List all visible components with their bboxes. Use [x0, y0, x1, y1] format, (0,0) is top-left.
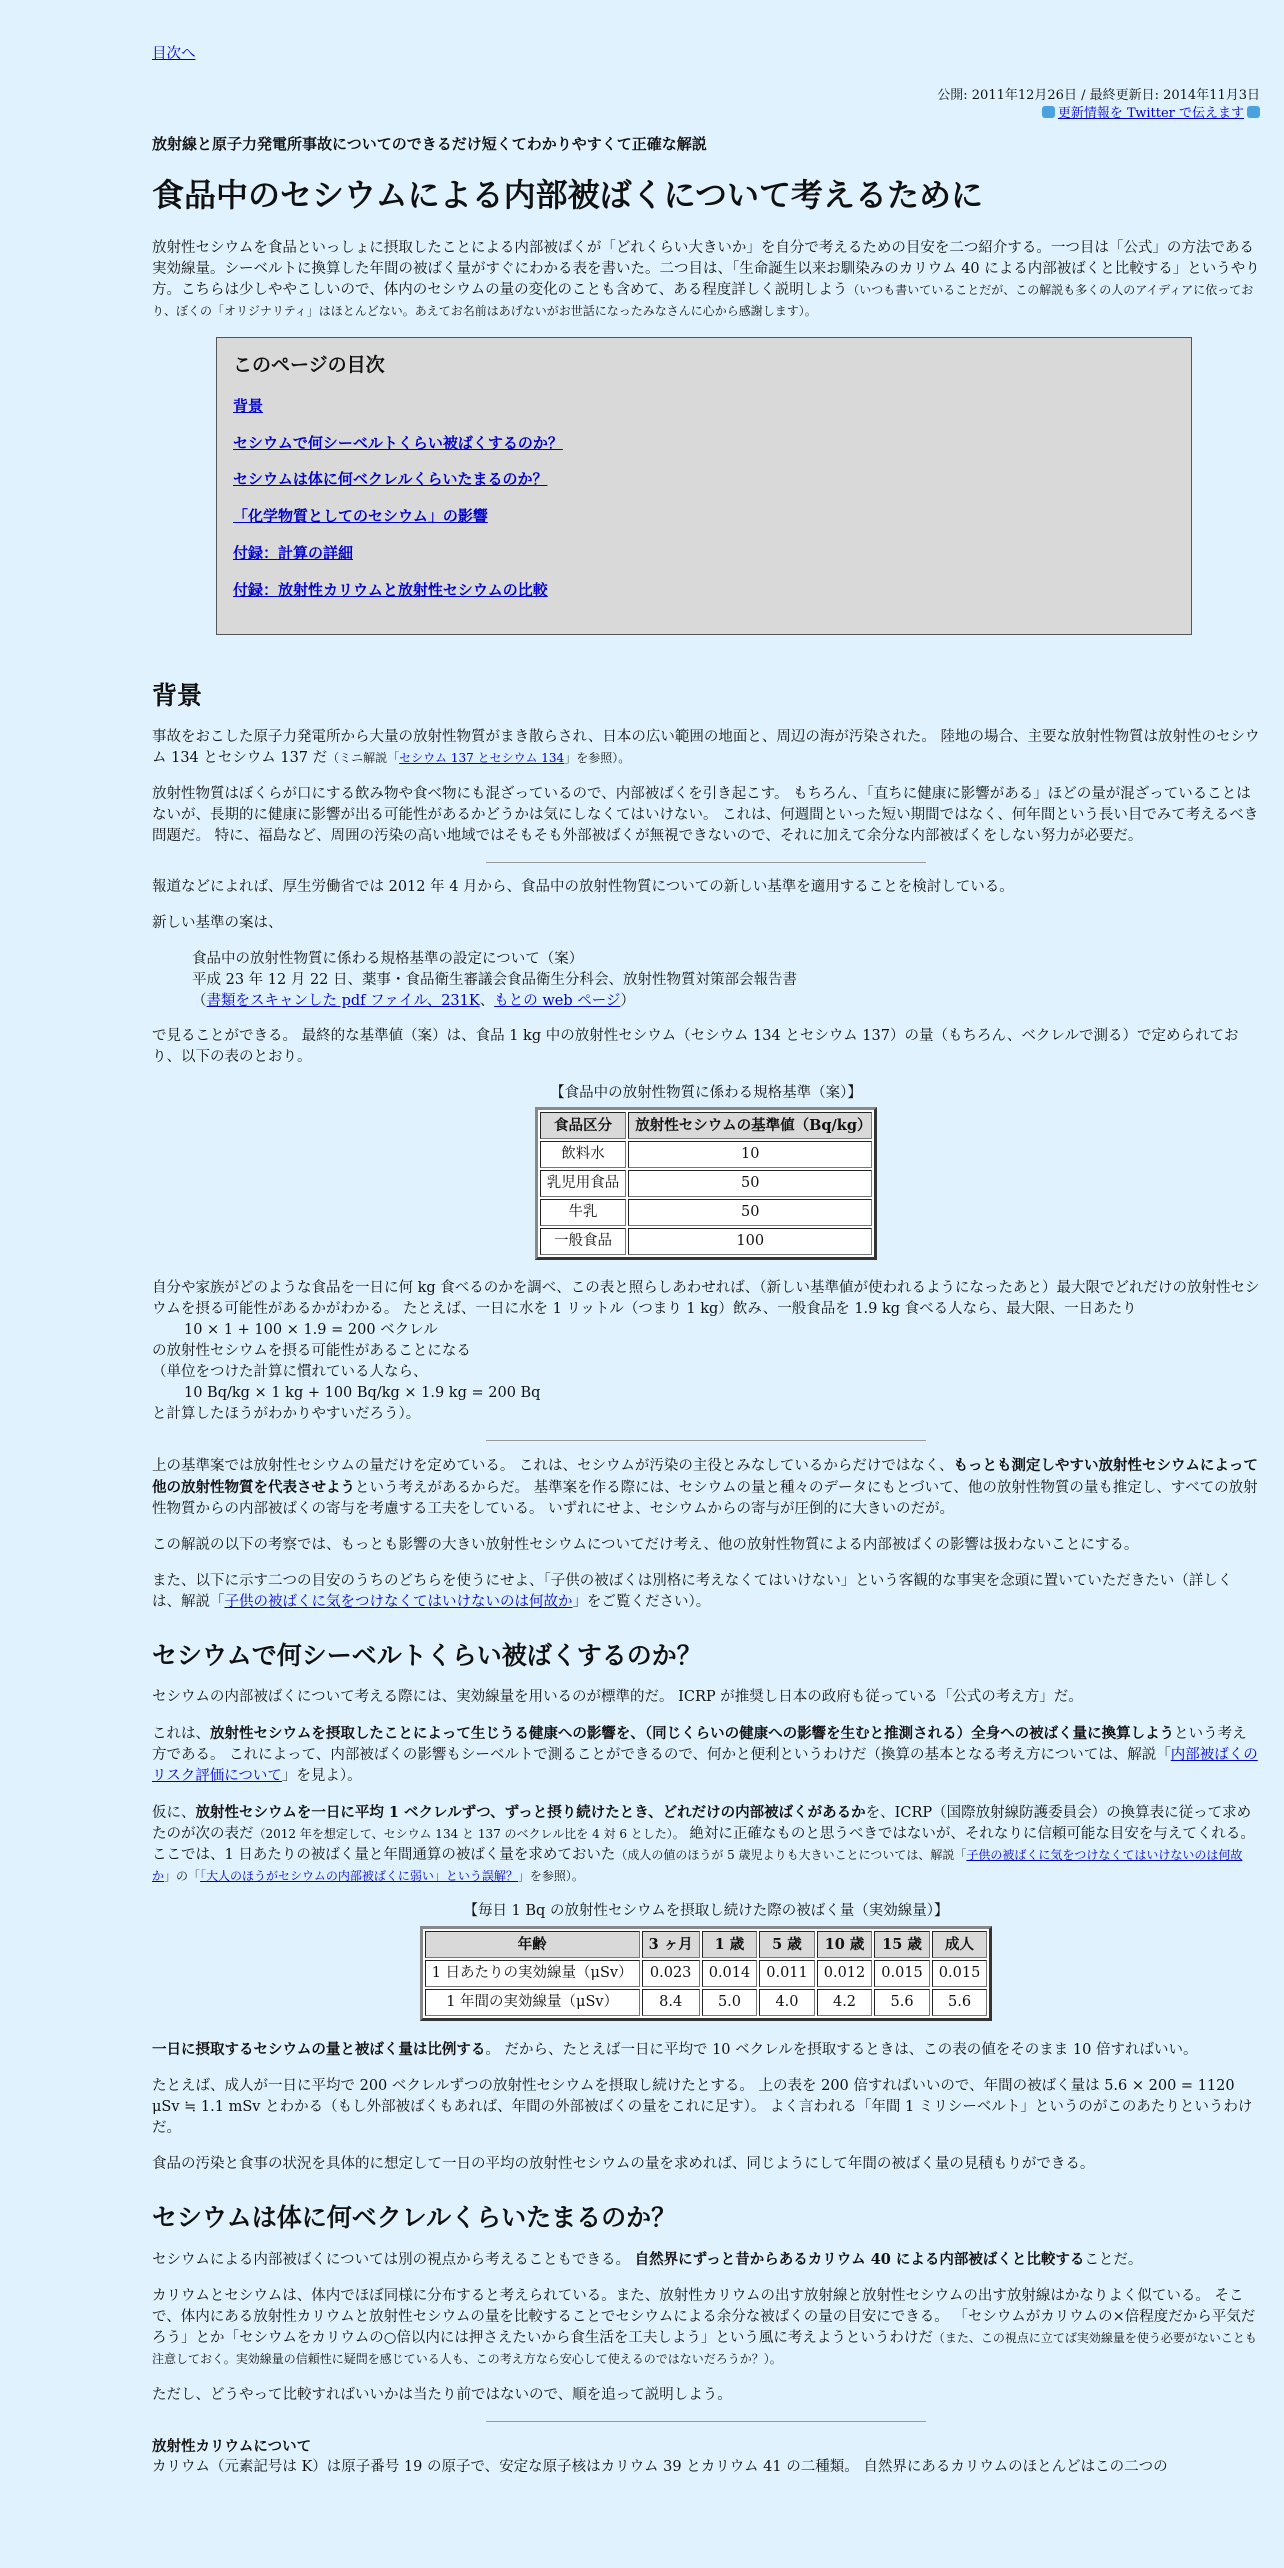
standards-table: [535, 1107, 878, 1260]
paragraph: 仮に、放射性セシウムを一日に平均 1 ベクレルずつ、ずっと摂り続けたとき、どれだけの内部被ばくがあるかを、ICRP（国際放射線防護委員会）の換算表に従って求めたのが次の表だ（2012 年を想定して、セシウム 134 と 137 のベクレル比を 4 対 6 とした）。 絶対に正確なものと思うべきではないが、それなりに信頼可能な目安を与えてくれる。 ここでは、1 日あたりの被ばく量と年間通算の被ばく量を求めておいた（成人の値のほうが 5 歳児よりも大きいことについては、解説「子供の被ばくに気をつけなくてはいけないのは何故か」の「「大人のほうがセシウムの内部被ばくに弱い」という誤解？」を参照）。: [152, 1804, 1255, 1884]
paragraph: 放射性物質はぼくらが口にする飲み物や食べ物にも混ざっているので、内部被ばくを引き起こす。 もちろん、「直ちに健康に影響がある」ほどの量が混ざっていることはないが、長期的に健康に影響が出る可能性があるかどうかは気にしなくてはいけない。 これは、何週間といった短い期間ではなく、何年間という長い目でみて考えるべき問題だ。 特に、福島など、周囲の汚染の高い地域ではそもそも外部被ばくが無視できないので、それに加えて余分な内部被ばくをしない努力が必要だ。: [152, 786, 1259, 845]
paragraph: また、以下に示す二つの目安のうちのどちらを使うにせよ、「子供の被ばくは別格に考えなくてはいけない」という客観的な事実を念頭に置いていただきたい（詳しくは、解説「子供の被ばくに気をつけなくてはいけないのは何故か」をご覧ください）。: [152, 1573, 1233, 1611]
document-page: [24, 0, 1260, 2478]
twitter-icon: [1247, 106, 1260, 118]
table-header: 食品区分: [540, 1112, 627, 1139]
publish-dates: 公開: 2011年12月26日 / 最終更新日: 2014年11月3日: [937, 88, 1260, 104]
toc-link-appendix-potassium[interactable]: 付録：放射性カリウムと放射性セシウムの比較: [233, 580, 548, 599]
paragraph: 新しい基準の案は、: [152, 915, 283, 932]
table-header: 1 歳: [702, 1931, 758, 1958]
twitter-icon: [1042, 106, 1055, 118]
toc-link-background[interactable]: 背景: [233, 396, 264, 415]
calculation-paragraph: 自分や家族がどのような食品を一日に何 kg 食べるのかを調べ、この表と照らしあわせれば、（新しい基準値が使われるようになったあと）最大限でどれだけの放射性セシウムを摂る可能性があるかがわかる。 たとえば、一日に水を 1 リットル（つまり 1 kg）飲み、一般食品を 1.9 kg 食べる人なら、最大限、一日あたり 10 × 1 + 100 × 1.9 = 200 ベクレル の放射性セシウムを摂る可能性があることになる （単位をつけた計算に慣れている人なら、 10 Bq/kg × 1 kg + 100 Bq/kg × 1.9 kg = 200 Bq と計算したほうがわかりやすいだろう）。: [152, 1280, 1260, 1423]
divider: [486, 862, 926, 863]
table-of-contents: [216, 337, 1192, 635]
paragraph: 食品の汚染と食事の状況を具体的に想定して一日の平均の放射性セシウムの量を求めれば、同じようにして年間の被ばく量の見積もりができる。: [152, 2156, 1095, 2173]
adult-misconception-link[interactable]: 「大人のほうがセシウムの内部被ばくに弱い」という誤解？: [200, 1869, 518, 1884]
dose-table: [420, 1926, 993, 2021]
table-header: 成人: [932, 1931, 988, 1958]
pdf-scan-link[interactable]: 書類をスキャンした pdf ファイル、231K: [206, 993, 480, 1010]
report-citation: 食品中の放射性物質に係わる規格基準の設定について（案） 平成 23 年 12 月 22 日、薬事・食品衛生審議会食品衛生分科会、放射性物質対策部会報告書 （書類をスキャンした pdf ファイル、231K、もとの web ページ）: [192, 951, 798, 1010]
paragraph: たとえば、成人が一日に平均で 200 ベクレルずつの放射性セシウムを摂取し続けたとする。 上の表を 200 倍すればいいので、年間の被ばく量は 5.6 × 200 = 1120 μSv ≒ 1.1 mSv とわかる（もし外部被ばくもあれば、年間の外部被ばくの量をこれに足す）。 よく言われる「年間 1 ミリシーベルト」というのがこのあたりというわけだ。: [152, 2078, 1253, 2137]
toc-link-appendix-calc[interactable]: 付録：計算の詳細: [233, 543, 354, 562]
subsection-heading: 放射性カリウムについて: [152, 2438, 312, 2456]
dates-block: [152, 87, 1260, 122]
paragraph: 上の基準案では放射性セシウムの量だけを定めている。 これは、セシウムが汚染の主役とみなしているからだけではなく、もっとも測定しやすい放射性セシウムによって他の放射性物質を代表させようという考えがあるからだ。 基準案を作る際には、セシウムの量と種々のデータにもとづいて、他の放射性物質の量も推定し、すべての放射性物質からの内部被ばくの寄与を考慮する工夫をしている。 いずれにせよ、セシウムからの寄与が圧倒的に大きいのだが。: [152, 1457, 1258, 1518]
paragraph: 事故をおこした原子力発電所から大量の放射性物質がまき散らされ、日本の広い範囲の地面と、周辺の海が汚染された。 陸地の場合、主要な放射性物質は放射性のセシウム 134 とセシウム 137 だ（ミニ解説「セシウム 137 とセシウム 134」を参照）。: [152, 729, 1260, 767]
toc-link-becquerel[interactable]: セシウムは体に何ベクレルくらいたまるのか？: [233, 470, 548, 489]
table-header: 10 歳: [817, 1931, 873, 1958]
section-heading-sievert: セシウムで何シーベルトくらい被ばくするのか？: [152, 1641, 702, 1671]
paragraph: 一日に摂取するセシウムの量と被ばく量は比例する。 だから、たとえば一日に平均で 10 ベクレルを摂取するときは、この表の値をそのまま 10 倍すればいい。: [152, 2041, 1198, 2059]
table-header: 3 ヶ月: [642, 1931, 700, 1958]
table-row: 乳児用食品 50: [540, 1170, 873, 1197]
section-heading-becquerel: セシウムは体に何ベクレルくらいたまるのか？: [152, 2203, 677, 2233]
paragraph: セシウムの内部被ばくについて考える際には、実効線量を用いるのが標準的だ。 ICRP が推奨し日本の政府も従っている「公式の考え方」だ。: [152, 1689, 1083, 1706]
twitter-link[interactable]: 更新情報を Twitter で伝えます: [1057, 105, 1244, 121]
intro-paragraph: 放射性セシウムを食品といっしょに摂取したことによる内部被ばくが「どれくらい大きいか」を自分で考えるための目安を二つ紹介する。一つ目は「公式」の方法である実効線量。シーベルトに換算した年間の被ばく量がすぐにわかる表を書いた。二つ目は、「生命誕生以来お馴染みのカリウム 40 による内部被ばくと比較する」というやり方。こちらは少しややこしいので、体内のセシウムの量の変化のことも含めて、ある程度詳しく説明しよう（いつも書いていることだが、この解説も多くの人のアイディアに依っており、ぼくの「オリジナリティ」はほとんどない。あえてお名前はあげないがお世話になったみなさんに心から感謝します）。: [152, 240, 1260, 319]
original-web-link[interactable]: もとの web ページ: [494, 993, 621, 1010]
table-caption: 【毎日 1 Bq の放射性セシウムを摂取し続けた際の被ばく量（実効線量）】: [463, 1903, 949, 1920]
paragraph: これは、放射性セシウムを摂取したことによって生じうる健康への影響を、（同じくらいの健康への影響を生むと推測される）全身への被ばく量に換算しようという考え方である。 これによって、内部被ばくの影響もシーベルトで測ることができるので、何かと便利というわけだ（換算の基本となる考え方については、解説「内部被ばくのリスク評価について」を見よ）。: [152, 1725, 1258, 1785]
paragraph: ただし、どうやって比較すればいいかは当たり前ではないので、順を追って説明しよう。: [152, 2387, 732, 2404]
table-row: 1 年間の実効線量（μSv） 8.4 5.0 4.0 4.2 5.6 5.6: [425, 1989, 988, 2016]
children-exposure-link[interactable]: 子供の被ばくに気をつけなくてはいけないのは何故か: [152, 1848, 1243, 1884]
children-exposure-link[interactable]: 子供の被ばくに気をつけなくてはいけないのは何故か: [224, 1594, 573, 1611]
table-row: 1 日あたりの実効線量（μSv） 0.023 0.014 0.011 0.012 0.015 0.015: [425, 1960, 988, 1987]
toc-heading: このページの目次: [233, 354, 385, 377]
paragraph: カリウムとセシウムは、体内でほぼ同様に分布すると考えられている。また、放射性カリウムの出す放射線と放射性セシウムの出す放射線はかなりよく似ている。 そこで、体内にある放射性カリウムと放射性セシウムの量を比較することでセシウムによる余分な被ばくの量の目安にできる。 「セシウムがカリウムの×倍程度だから平気だろう」とか「セシウムをカリウムの○倍以内には押さえたいから食生活を工夫しよう」という風に考えようというわけだ（また、この視点に立てば実効線量を使う必要がないことも注意しておく。実効線量の信頼性に疑問を感じている人も、この考え方なら安心して使えるのではないだろうか？）。: [152, 2288, 1257, 2367]
paragraph: カリウム（元素記号は K）は原子番号 19 の原子で、安定な原子核はカリウム 39 とカリウム 41 の二種類。 自然界にあるカリウムのほとんどはこの二つの: [152, 2459, 1168, 2476]
divider: [486, 2421, 926, 2422]
table-header: 放射性セシウムの基準値（Bq/kg）: [628, 1112, 872, 1139]
table-header: 年齢: [425, 1931, 640, 1958]
table-row: 牛乳 50: [540, 1199, 873, 1226]
cesium-mini-link[interactable]: セシウム 137 とセシウム 134: [399, 751, 565, 766]
table-row: 飲料水 10: [540, 1141, 873, 1168]
table-row: 一般食品 100: [540, 1228, 873, 1255]
divider: [486, 1440, 926, 1441]
paragraph: 報道などによれば、厚生労働省では 2012 年 4 月から、食品中の放射性物質についての新しい基準を適用することを検討している。: [152, 879, 1014, 896]
top-link[interactable]: 目次へ: [152, 46, 196, 62]
paragraph: この解説の以下の考察では、もっとも影響の大きい放射性セシウムについてだけ考え、他の放射性物質による内部被ばくの影響は扱わないことにする。: [152, 1537, 1139, 1554]
paragraph: セシウムによる内部被ばくについては別の視点から考えることもできる。 自然界にずっと昔からあるカリウム 40 による内部被ばくと比較することだ。: [152, 2251, 1143, 2269]
toc-link-sievert[interactable]: セシウムで何シーベルトくらい被ばくするのか？: [233, 433, 563, 452]
section-heading-background: 背景: [152, 681, 203, 711]
toc-link-chemical[interactable]: 「化学物質としてのセシウム」の影響: [233, 507, 488, 526]
table-header: 5 歳: [759, 1931, 815, 1958]
table-header: 15 歳: [874, 1931, 930, 1958]
page-title: 食品中のセシウムによる内部被ばくについて考えるために: [152, 175, 984, 214]
risk-evaluation-link[interactable]: 内部被ばくのリスク評価について: [152, 1747, 1258, 1785]
page-subtitle: 放射線と原子力発電所事故についてのできるだけ短くてわかりやすくて正確な解説: [152, 135, 707, 154]
table-caption: 【食品中の放射性物質に係わる規格基準（案）】: [550, 1084, 862, 1101]
paragraph: で見ることができる。 最終的な基準値（案）は、食品 1 kg 中の放射性セシウム（セシウム 134 とセシウム 137）の量（もちろん、ベクレルで測る）で定められており、以下の表のとおり。: [152, 1028, 1239, 1066]
